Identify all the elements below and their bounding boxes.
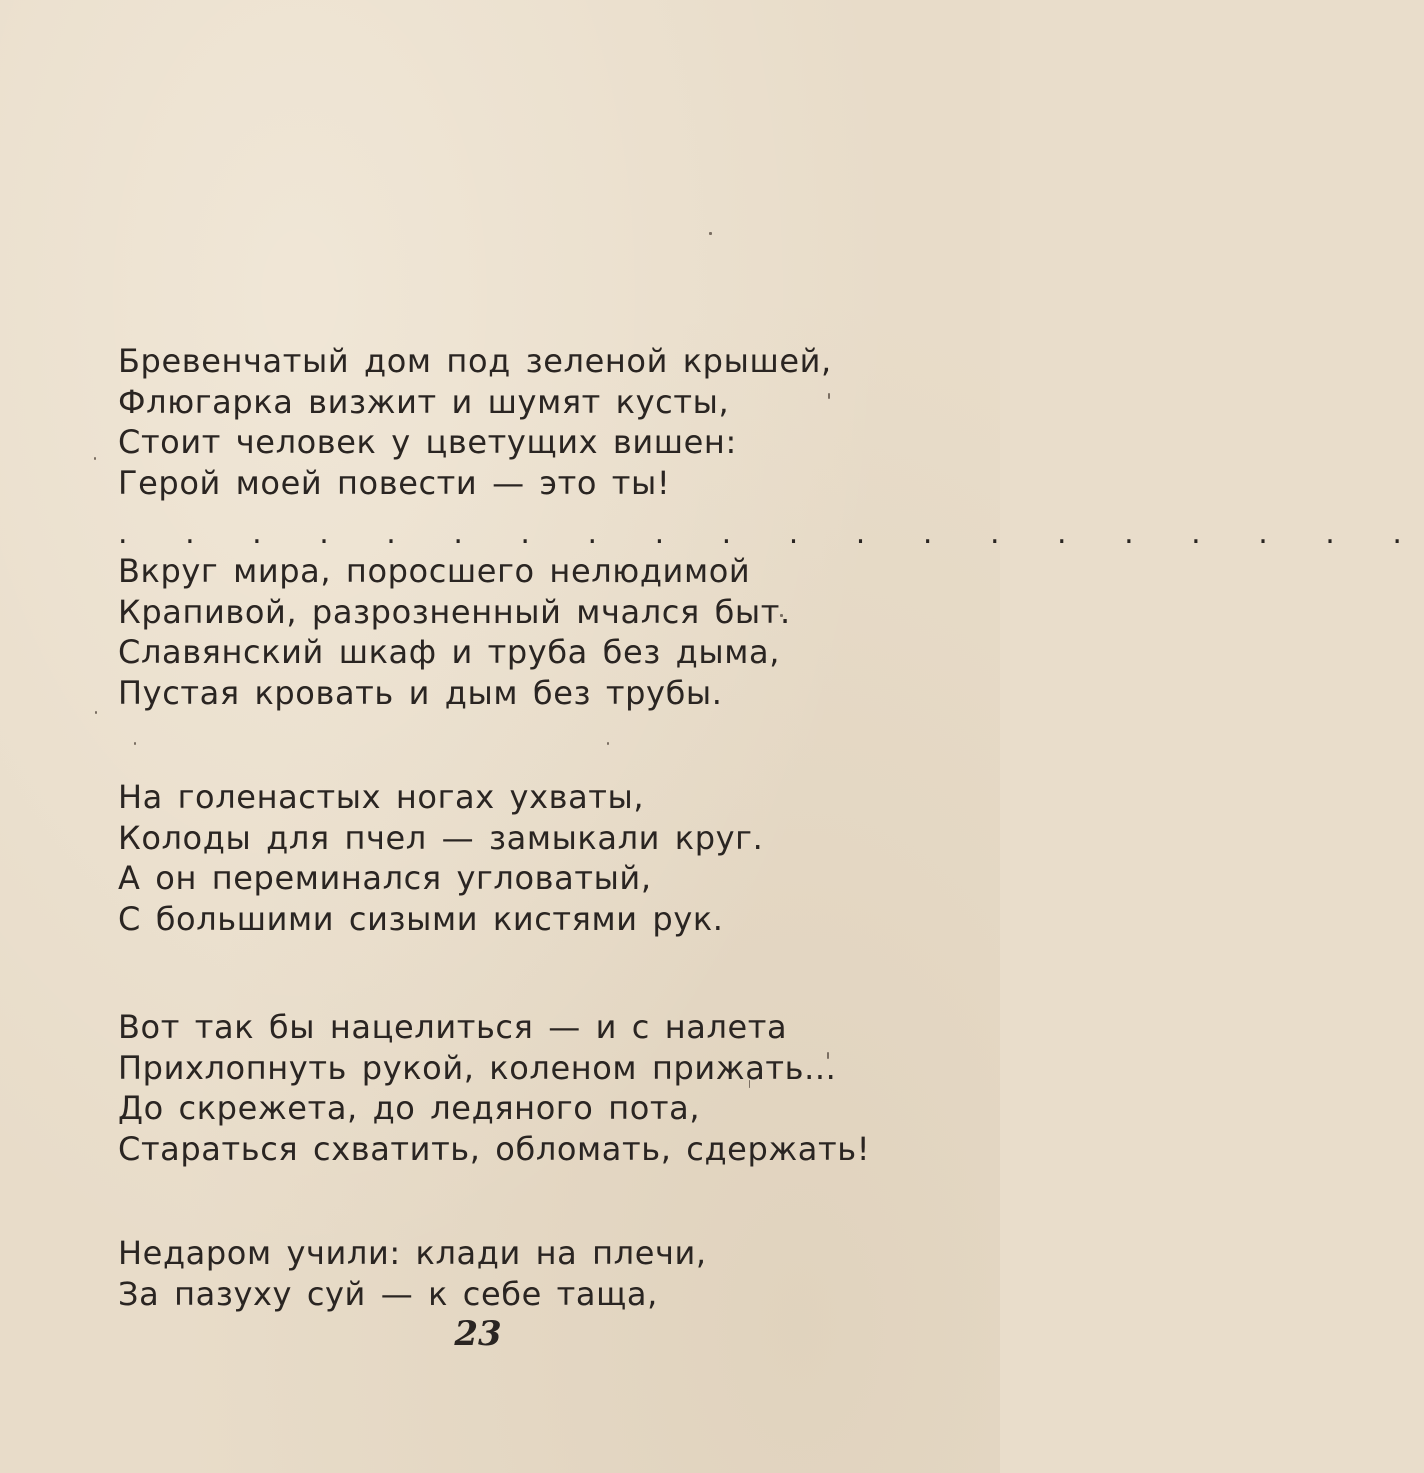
poem-line: Вкруг мира, поросшего нелюдимой bbox=[118, 552, 751, 590]
poem-line: Крапивой, разрозненный мчался быт. bbox=[118, 592, 791, 631]
stanza-gap bbox=[118, 713, 918, 777]
poem-line: Стоит человек у цветущих вишен: bbox=[118, 423, 737, 461]
poem-line: Прихлопнуть рукой, коленом прижать... bbox=[118, 1048, 837, 1087]
poem-line: Недаром учили: клади на плечи, bbox=[118, 1234, 707, 1272]
poem-line: Пустая кровать и дым без трубы. bbox=[118, 673, 723, 712]
stanza-3 bbox=[118, 777, 918, 939]
stanza-1 bbox=[118, 341, 918, 503]
poem-line: До скрежета, до ледяного пота, bbox=[118, 1089, 701, 1127]
stanza-4 bbox=[118, 1007, 918, 1169]
paper-speck bbox=[94, 457, 96, 460]
page-number: 23 bbox=[454, 1314, 502, 1354]
stanza-5 bbox=[118, 1233, 918, 1314]
poem-line: А он переминался угловатый, bbox=[118, 859, 652, 897]
poem-line: Флюгарка визжит и шумят кусты, bbox=[118, 382, 730, 421]
paper-speck bbox=[709, 232, 712, 235]
poem-line: Колоды для пчел — замыкали круг. bbox=[118, 818, 764, 857]
paper-speck bbox=[95, 711, 97, 714]
poem-text bbox=[118, 341, 1424, 1314]
spacer bbox=[118, 503, 918, 517]
poem-line: Вот так бы нацелиться — и с налета bbox=[118, 1008, 788, 1046]
poem-line: На голенастых ногах ухваты, bbox=[118, 778, 645, 816]
poem-line: Герой моей повести — это ты! bbox=[118, 463, 671, 502]
poem-line: Славянский шкаф и труба без дыма, bbox=[118, 633, 780, 671]
poem-line: С большими сизыми кистями рук. bbox=[118, 899, 724, 938]
dotted-separator: . . . . . . . . . . . . . . . . . . . . bbox=[118, 516, 1424, 551]
poem-line: Бревенчатый дом под зеленой крышей, bbox=[118, 342, 832, 380]
poem-line: За пазуху суй — к себе таща, bbox=[118, 1274, 658, 1313]
stanza-gap bbox=[118, 939, 918, 1007]
poem-line: Стараться схватить, обломать, сдержать! bbox=[118, 1129, 871, 1168]
stanza-2 bbox=[118, 551, 918, 713]
stanza-gap bbox=[118, 1169, 918, 1233]
